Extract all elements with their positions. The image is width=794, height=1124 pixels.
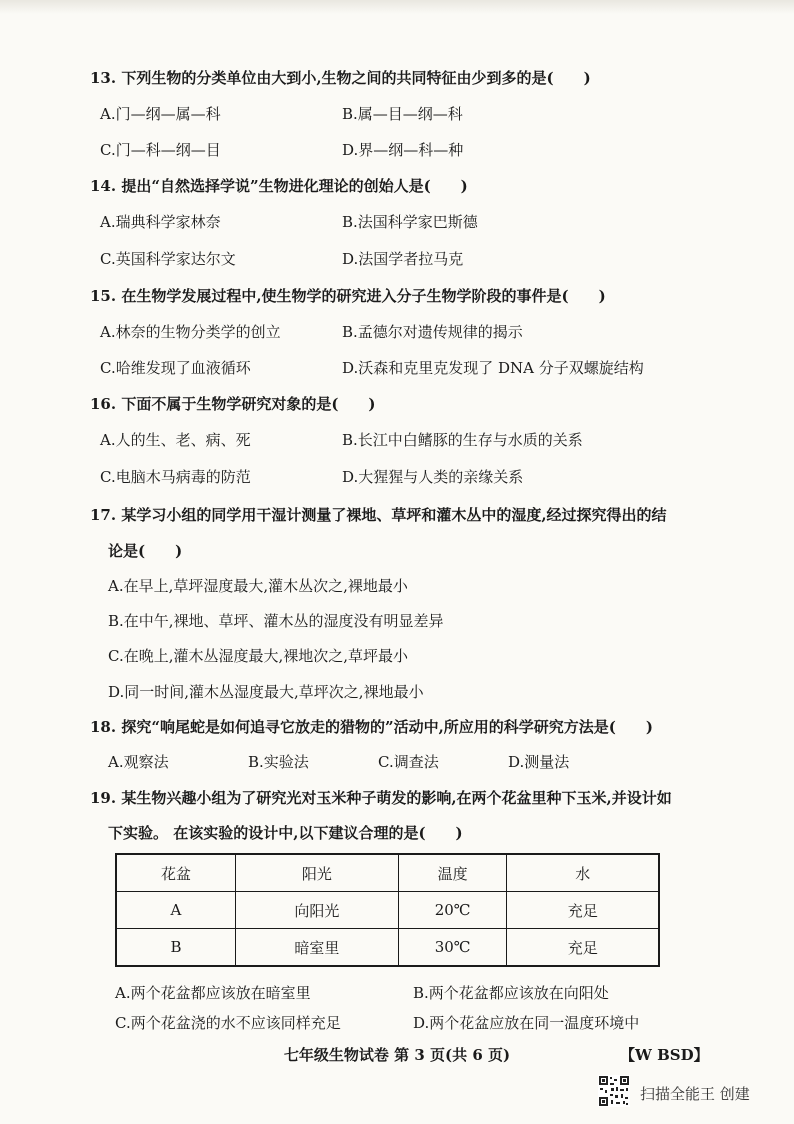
question-16-option-b: B.长江中白鳍豚的生存与水质的关系 <box>342 431 583 449</box>
question-14-option-b: B.法国科学家巴斯德 <box>342 213 478 231</box>
question-14-option-d: D.法国学者拉马克 <box>342 250 464 268</box>
table-header-cell: 阳光 <box>235 854 398 892</box>
question-15-option-b: B.孟德尔对遗传规律的揭示 <box>342 323 523 341</box>
question-14-option-a: A.瑞典科学家林奈 <box>100 213 221 231</box>
table-cell: 30℃ <box>398 929 507 967</box>
question-15-option-a: A.林奈的生物分类学的创立 <box>100 323 281 341</box>
question-13-option-d: D.界—纲—科—种 <box>342 141 464 159</box>
question-17-option-d: D.同一时间,灌木丛湿度最大,草坪次之,裸地最小 <box>108 683 424 701</box>
edition-code: 【W BSD】 <box>620 1046 709 1064</box>
question-17-option-b: B.在中午,裸地、草坪、灌木丛的湿度没有明显差异 <box>108 612 444 630</box>
table-cell: 充足 <box>507 929 659 967</box>
table-cell: 充足 <box>507 892 659 929</box>
question-14-stem: 14. 提出“自然选择学说”生物进化理论的创始人是( ) <box>90 177 468 195</box>
question-16-option-c: C.电脑木马病毒的防范 <box>100 468 251 486</box>
question-15-option-c: C.哈维发现了血液循环 <box>100 359 251 377</box>
question-13-option-c: C.门—科—纲—目 <box>100 141 221 159</box>
table-cell: A <box>116 892 235 929</box>
question-19-stem-cont: 下实验。 在该实验的设计中,以下建议合理的是( ) <box>108 824 463 842</box>
table-header-cell: 花盆 <box>116 854 235 892</box>
question-19-option-d: D.两个花盆应放在同一温度环境中 <box>413 1014 640 1032</box>
question-14-option-c: C.英国科学家达尔文 <box>100 250 236 268</box>
table-cell: B <box>116 929 235 967</box>
question-18-option-c: C.调查法 <box>378 753 439 771</box>
table-cell: 暗室里 <box>235 929 398 967</box>
question-15-stem: 15. 在生物学发展过程中,使生物学的研究进入分子生物学阶段的事件是( ) <box>90 287 606 305</box>
question-19-option-a: A.两个花盆都应该放在暗室里 <box>115 984 311 1002</box>
question-17-stem-cont: 论是( ) <box>108 542 183 560</box>
table-header-row <box>116 854 659 892</box>
table-row <box>116 892 659 929</box>
question-15-option-d: D.沃森和克里克发现了 DNA 分子双螺旋结构 <box>342 359 644 377</box>
table-header-cell: 温度 <box>398 854 507 892</box>
table-header-cell: 水 <box>507 854 659 892</box>
question-18-option-d: D.测量法 <box>508 753 570 771</box>
question-19-option-c: C.两个花盆浇的水不应该同样充足 <box>115 1014 341 1032</box>
table-row <box>116 929 659 967</box>
qr-code-icon <box>598 1075 630 1107</box>
table-cell: 20℃ <box>398 892 507 929</box>
question-17-option-a: A.在早上,草坪湿度最大,灌木丛次之,裸地最小 <box>108 577 408 595</box>
question-13-option-a: A.门—纲—属—科 <box>100 105 221 123</box>
question-17-stem: 17. 某学习小组的同学用干湿计测量了裸地、草坪和灌木丛中的湿度,经过探究得出的结 <box>90 506 667 524</box>
question-18-stem: 18. 探究“响尾蛇是如何追寻它放走的猎物的”活动中,所应用的科学研究方法是( ) <box>90 718 653 736</box>
scan-top-edge <box>0 0 794 14</box>
page-footer: 七年级生物试卷 第 3 页(共 6 页) <box>283 1046 511 1064</box>
question-16-option-a: A.人的生、老、病、死 <box>100 431 251 449</box>
question-19-option-b: B.两个花盆都应该放在向阳处 <box>413 984 609 1002</box>
question-18-option-a: A.观察法 <box>108 753 169 771</box>
question-16-stem: 16. 下面不属于生物学研究对象的是( ) <box>90 395 376 413</box>
table-cell: 向阳光 <box>235 892 398 929</box>
question-17-option-c: C.在晚上,灌木丛湿度最大,裸地次之,草坪最小 <box>108 647 409 665</box>
question-18-option-b: B.实验法 <box>248 753 309 771</box>
question-13-option-b: B.属—目—纲—科 <box>342 105 463 123</box>
question-19-stem: 19. 某生物兴趣小组为了研究光对玉米种子萌发的影响,在两个花盆里种下玉米,并设计如 <box>90 789 672 807</box>
scanner-watermark: 扫描全能王 创建 <box>640 1085 750 1103</box>
experiment-table <box>115 853 660 967</box>
question-16-option-d: D.大猩猩与人类的亲缘关系 <box>342 468 524 486</box>
question-13-stem: 13. 下列生物的分类单位由大到小,生物之间的共同特征由少到多的是( ) <box>90 69 591 87</box>
